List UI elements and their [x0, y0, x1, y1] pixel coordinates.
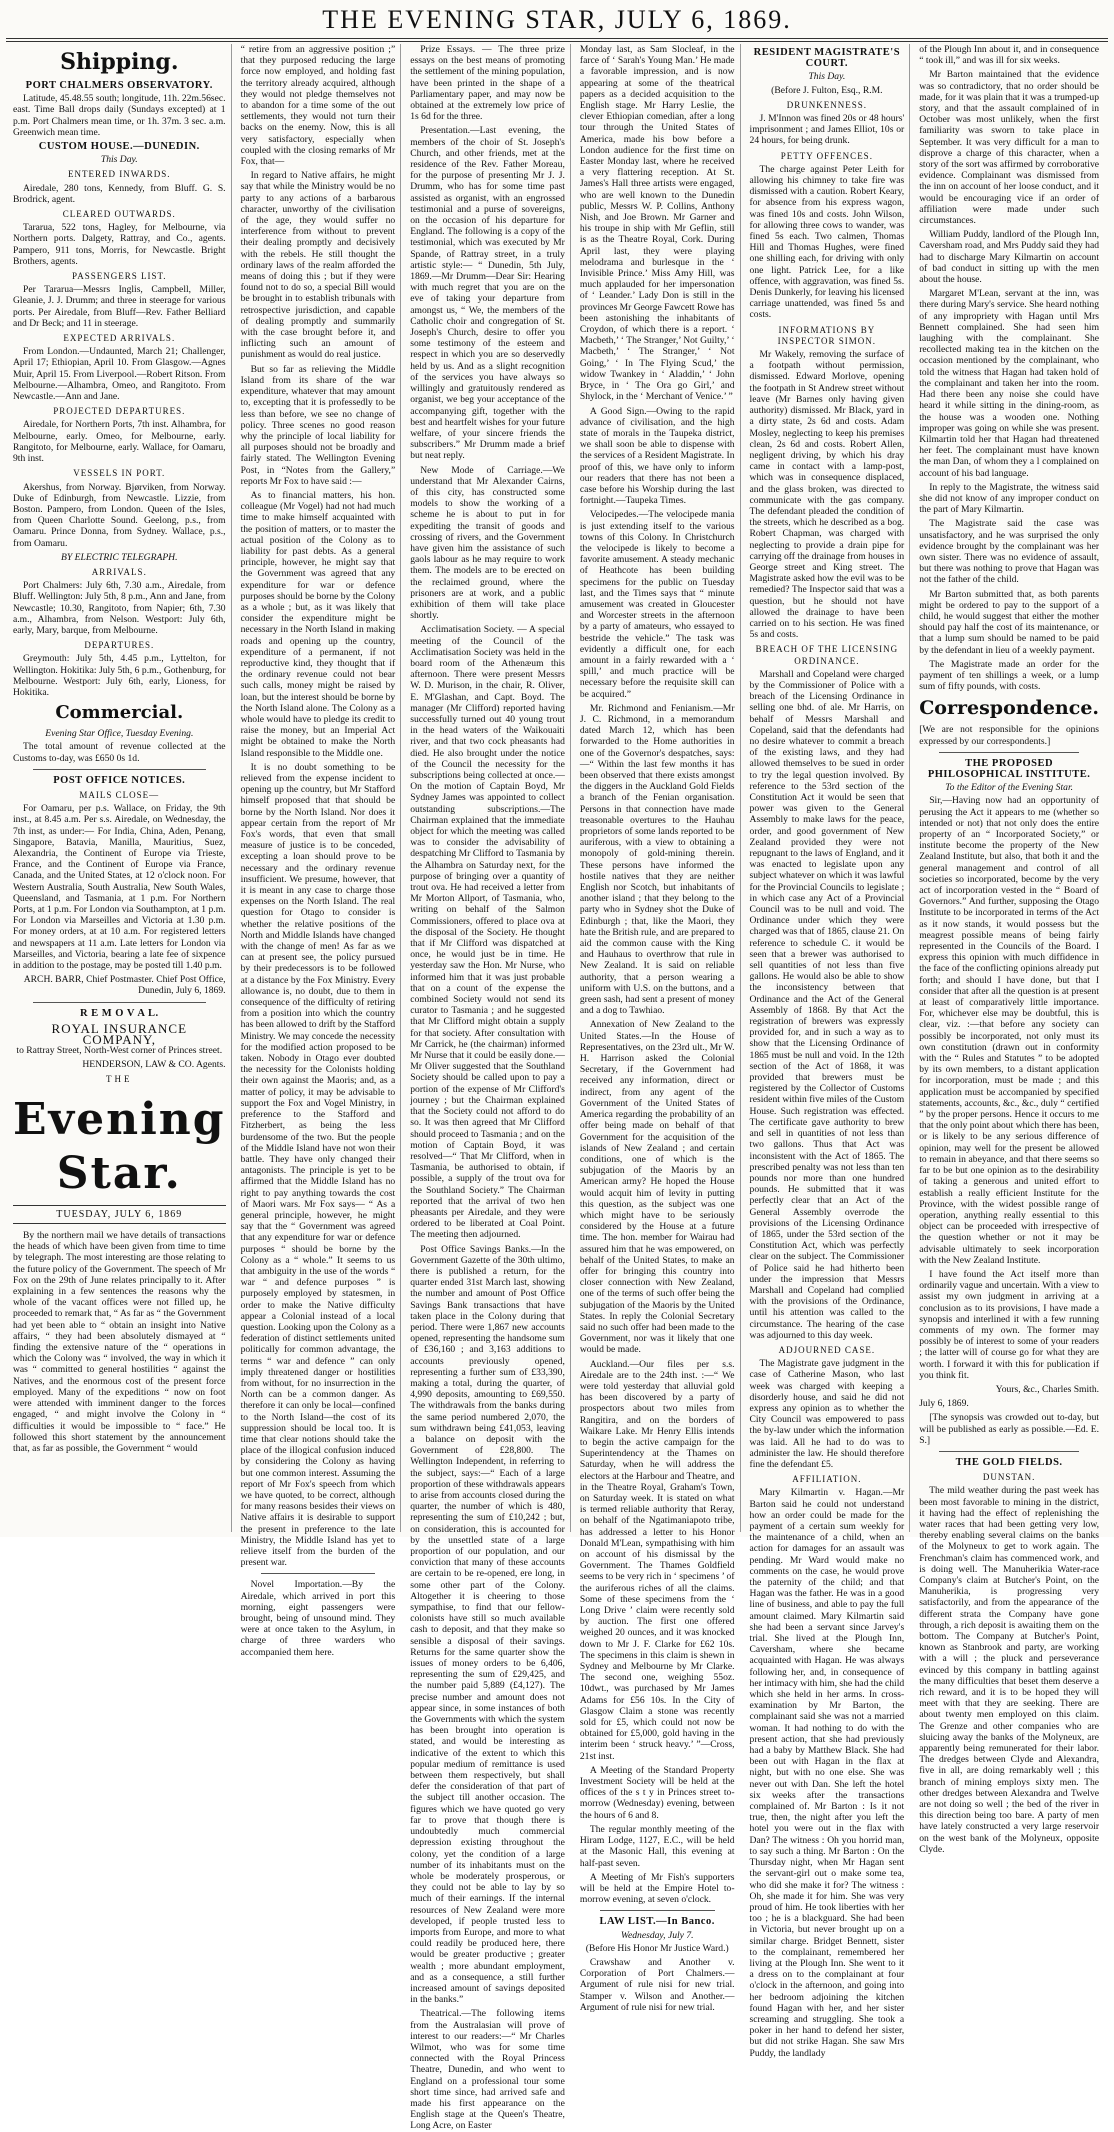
law-list-text: Crawshaw and Another v. Corporation of Port Chalmers.—Argument of rule nisi for new trial. Stamper v. Wilson and Another.—Argument of rule nisi for new trial.: [579, 1956, 735, 2013]
royal-insurance-text: to Rattray Street, North-West corner of Princes street.: [16, 1045, 223, 1057]
expected-arrivals-heading: EXPECTED ARRIVALS.: [63, 333, 176, 344]
article-text: of the Plough Inn about it, and in consequence “ took ill,” and was ill for six weeks.: [919, 44, 1100, 67]
cleared-outwards-heading: CLEARED OUTWARDS.: [62, 209, 176, 220]
article-text: Mr Barton maintained that the evidence was so contradictory, that no order should be made, for it was plain that it was a trumped-up story, and that the assault complained of in October was most unlikely, when the first familiarity was sworn to take place in September. It was very difficult for a man to disprove a charge of this character, when a story of the sort was affirmed by corroborative evidence. Complainant was dismissed from the inn on account of her loose conduct, and it would be encouraging vice if an order of affiliation were made under such circumstances.: [919, 69, 1100, 227]
drunkenness-text: J. M'Innon was fined 20s or 48 hours' imprisonment ; and James Elliot, 10s or 24 hours, for being drunk.: [749, 113, 905, 147]
this-day-label: This Day.: [100, 154, 138, 166]
post-office-text: For Oamaru, per p.s. Wallace, on Friday, the 9th inst., at 8.45 a.m. Per s.s. Airedale, on Wednesday, the 7th inst, as under:— For India, China, Aden, Penang, Singapore, Batavia, Manilla, Mauritius, Suez, Alexandria, the Continent of Europe via Trieste, France, and the Continent of Europe via France, Canada, and the United States, at 12 o'clock noon. For Western Australia, South Australia, New South Wales, Queensland, and Tasmania, at 1 p.m. For Northern Ports, at 1 p.m. For London via Southampton, at 1 p.m. For London via Marseilles and Victoria at 1.30 p.m. For money orders, at at 10 a.m. For registered letters and newspapers at 11 a.m. Late letters for London via Marseilles, and Victoria, bearing a late fee of sixpence in addition to the postage, may be posted till 1.40 p.m.: [13, 803, 226, 972]
column-1: [10, 44, 232, 1532]
philosophical-date: July 6, 1869.: [919, 1398, 969, 1410]
licensing-text: Marshall and Copeland were charged by the Commissioner of Police with a breach of the Licensing Ordinance in selling one bhd. of ale. Mr Harris, on behalf of Messrs Marshall and Copeland, said that the defendants had no desire whatever to commit a breach of the existing laws, and they had allowed themselves to be sued in order to try the legal question involved. By reference to the 53rd section of the Constitution Act it would be seen that power was given to the General Assembly to make laws for the peace, order, and good government of New Zealand provided they were not repugnant to the laws of England, and it was enacted to legislate upon any subject whatever on which it was lawful for the Provincial Councils to legislate ; in which case any Act of a Provincial Council was to be null and void. The Ordinance under which they were charged was that of 1865, clause 21. On reference to schedule C. it would be seen that a brewer was authorised to sell quantities of not less than five gallons. He would also be able to show the inconsistency between that Ordinance and the Act of the General Assembly of 1868. By that Act the registration of brewers was expressly provided for, and in such a way as to show that the Licensing Ordinance of 1865 must be null and void. In the 12th section of the Act of 1868, it was provided that brewers must be registered by the Collector of Customs resident within five miles of the Custom House. Such registration was effected. The certificate gave authority to brew and sell in quantities of not less than two gallons. Thus that Act was inconsistent with the Act of 1865. The prescribed penalty was not less than ten pounds nor more than one hundred pounds. He submitted that it was perfectly clear that an Act of the General Assembly overrode the provisions of the Licensing Ordinance of 1865, under the 53rd section of the Constitution Act, which was perfectly clear on the subject. The Commissioner of Police said he had hitherto been under the impression that Messrs Marshall and Copeland had complied with the provisions of the Ordinance, until his attention was called to the circumstance. The hearing of the case was adjourned to this day week.: [749, 668, 905, 1341]
article-text: Mr. Richmond and Fenianism.—Mr J. C. Richmond, in a memorandum dated March 12, which has been forwarded to the Home authorities in one of the Governor's despatches, says:—“ Within the last few months it has been observed that there exists amongst the diggers in the Auckland Gold Fields a branch of the Fenian organisation. Persons in that connection have made treasonable overtures to the Hauhau proprietors of some lands reported to be auriferous, with a view to obtaining a monopoly of gold-mining therein. These persons have informed the hostile natives that they are neither English nor Scotch, but inhabitants of another island ; that they belong to the party who in Sydney shot the Duke of Edinburgh ; that, like the Maori, they hate the British rule, and are prepared to aid the common cause with the King and Hauhaus to overthrow that rule in New Zealand. It is said on reliable authority, that a person wearing a uniform with U.S. on the buttons, and a green sash, had sent a present of money and a dog to Tawhiao.: [579, 702, 735, 1017]
article-text: Auckland.—Our files per s.s. Airedale are to the 24th inst. :—“ We were told yesterday that alluvial gold has been discovered by a party of prospectors about two miles from Rangitira, and on the borders of Waikare Lake. Mr Henry Ellis intends to begin the active campaign for the Superintendency at the Thames on Saturday, when he will address the electors at the Harbour and Theatre, and in the Theatre Royal, Graham's Town, on Saturday week. It is stated on what is termed reliable authority that Reray, on behalf of the Ngatimaniapoto tribe, has addressed a letter to his Honor Donald M'Lean, sympathising with him on account of his dismissal by the Government. The Thames Goldfield seems to be very rich in ‘ specimens ’ of the auriferous riches of all the claims. Some of these specimens from the ‘ Long Drive ’ claim were recently sold by auction. The first one offered weighed 20 ounces, and it was knocked down to Mr J. F. Clarke for £62 10s. The specimens in this claim is shewn in Sydney and Melbourne by Mr Clarke. The second one, weighing 55oz. 10dwt., was purchased by Mr James Adams for £56 10s. In the City of Glasgow Claim a stone was recently sold for £5, which could not now be obtained for £5,000, gold having in the interim been ‘ struck heavy.’ ”—Cross, 21st inst.: [579, 1358, 735, 1762]
projected-departures-heading: PROJECTED DEPARTURES.: [53, 406, 186, 417]
dunstan-heading: DUNSTAN.: [982, 1472, 1036, 1483]
law-list-heading: LAW LIST.—In Banco.: [599, 1916, 715, 1928]
article-text: But so far as relieving the Middle Island from its share of the war expenditure, whatever that may amount to, excepting that it is professedly to be less than before, we see no change of policy. Three scenes no good reason why the principle of local liability for all purposes should not be broadly and fairly stated. The Wellington Evening Post, in “Notes from the Gallery,” reports Mr Fox to have said :—: [240, 363, 396, 487]
custom-house-heading: CUSTOM HOUSE.—DUNEDIN.: [38, 141, 200, 153]
observatory-heading: PORT CHALMERS OBSERVATORY.: [25, 80, 213, 91]
projected-departures-text: Airedale, for Northern Ports, 7th inst. Alhambra, for Melbourne, early. Omeo, for Melbourne, early. Rangitoto, for Melbourne, early. Wallace, for Oamaru, 9th inst.: [13, 419, 226, 465]
article-text: Post Office Savings Banks.—In the Government Gazette of the 30th ultimo, there is published a return, for the quarter ended 31st March last, showing the number and amount of Post Office Savings Bank transactions that have taken place in the Colony during that period. There were 1,867 new accounts opened, representing the handsome sum of £36,160 ; and 3,163 additions to accounts previously opened, representing a further sum of £33,390, making a total, during the quarter, of 4,990 deposits, amounting to £69,550. The withdrawals from the banks during the same period numbered 2,070, the sum withdrawn being £41,053, leaving a balance on deposit with the Government of £28,800. The Wellington Independent, in referring to the subject, says:—“ Each of a large proportion of these withdrawals appears to arise from accounts closed during the quarter, the number of which is 480, representing the sum of £10,242 ; but, on consideration, this is accounted for by the unsettled state of a large proportion of our population, and our conviction that many of these accounts are certain to be re-opened, ere long, in some other part of the Colony. Altogether it is cheering to those sympathise, to find that our fellow-colonists have still so much available cash to deposit, and that they make so sensible a disposal of their savings. Returns for the same quarter show the issues of money orders to be 6,406, representing the sum of £29,425, and the number paid 5,889 (£4,127). The precise number and amount does not appear since, in some instances of both the Governments with which the system has been brought into operation is stated, and would be interesting as indicative of the extent to which this popular medium of remittance is used between them respectively, but shall defer the consideration of that part of the subject till another occasion. The figures which we have quoted go very far to prove that though there is undoubtedly much commercial depression existing throughout the colony, yet the condition of a large number of its inhabitants must on the whole be moderately prosperous, or they could not be able to lay by so much of their earnings. If the internal resources of New Zealand were more developed, if people trusted less to imports from Europe, and more to what could readily be produced here, there would be greater productive ; greater wealth ; more abundant employment, and as a consequence, a still further increased amount of savings deposited in the banks.”: [410, 1243, 565, 2006]
article-text: In regard to Native affairs, he might say that while the Ministry would be no party to any actions of a barbarous character, unworthy of the civilisation of the age, they would suffer no interference from without to prevent their dealing promptly and decisively with the rebels. He still thought the ordinary laws of the realm afforded the means of doing this ; but if they were found not to do so, a special Bill would be brought in to establish tribunals with retrospective jurisdiction, and capable of dealing promptly and summarily with the case brought before it, and inflicting such an amount of punishment as would do real justice.: [240, 170, 396, 361]
departures-text: Greymouth: July 5th, 4.45 p.m., Lyttelton, for Wellington. Hokitika: July 5th, 6 p.m., Gothenburg, for Melbourne. Westport: July 6th, early, Lioness, for Hokitika.: [13, 653, 226, 698]
mails-close-label: MAILS CLOSE—: [79, 789, 160, 800]
divider: [600, 1910, 715, 1911]
petty-offences-text: The charge against Peter Leith for allowing his chimney to take fire was dismissed with a caution. Robert Keary, for absence from his express wagon, was fined 10s and costs. John Wilson, for allowing three cows to wander, was fined 5s each. Two calmen, Thomas Hill and Thomas Hughes, were fined one shilling each, for driving with only one light. Patrick Lee, for a like offence, with aggravation, was fined 5s. Denis Dunkerly, for leaving his licensed carriage unattended, was fined 5s and costs.: [749, 163, 905, 321]
adjourned-case-text: The Magistrate gave judgment in the case of Catherine Mason, who last week was charged with keeping a disorderly house, and said he did not express any opinion as to whether the City Council was empowered to pass the by-law under which the information was laid. All he had to do was to administer the law. He should therefore fine the defendant £5.: [749, 1358, 905, 1470]
article-text: Novel Importation.—By the Airedale, which arrived in port this morning, eight passengers were brought, being of unsound mind. They were at once taken to the Asylum, in charge of three warders who accompanied them here.: [240, 1579, 396, 1658]
licensing-heading: BREACH OF THE LICENSING ORDINANCE.: [755, 644, 899, 666]
column-4: [577, 44, 741, 2013]
correspondence-disclaimer: [We are not responsible for the opinions expressed by our correspondents.]: [919, 724, 1100, 747]
article-text: Presentation.—Last evening, the members of the choir of St. Joseph's Church, and other friends, met at the residence of the Rev. Father Moreau, for the purpose of presenting Mr J. J. Drumm, who has for some time past assisted as organist, with an engrossed testimonial and a purse of sovereigns, on the occasion of his departure for England. The following is a copy of the testimonial, which was executed by Mr Spande, of Rattray street, in a truly artistic style:— “ Dunedin, 5th July, 1869.—Mr Drumm—Dear Sir: Hearing with much regret that you are on the eve of taking your departure from amongst us, “ We, the members of the Catholic choir and congregation of St. Joseph's Church, desire to offer you some testimony of the esteem and respect in which you are so deservedly held by us. And as a slight recognition of the services you have always so willingly and gratuitously rendered as organist, we beg your acceptance of the accompanying gift, together with the best and heartfelt wishes for your future welfare, of your sincere friends the subscribers.” Mr Drumm made a brief but neat reply.: [410, 125, 565, 462]
affiliation-heading: AFFILIATION.: [792, 1474, 862, 1485]
column-5: [747, 44, 911, 2059]
masthead-rule-top: [6, 38, 1108, 39]
petty-offences-heading: PETTY OFFENCES.: [780, 150, 873, 161]
article-text: William Puddy, landlord of the Plough Inn, Caversham road, and Mrs Puddy said they had had to discharge Mary Kilmartin on account of bad conduct in sitting up with the men about the house.: [919, 229, 1100, 286]
evening-star-title: Evening Star.: [13, 1093, 226, 1199]
article-text: New Mode of Carriage.—We understand that Mr Alexander Cairns, of this city, has constructed some models to show the working of a scheme he is about to put in for expediting the transit of goods and crossing of rivers, and the Government have given him the assistance of such gaols labour as he may require to work them. The models are to be erected on the reclaimed ground, where the prisoners are at work, and a public exhibition of them will take place shortly.: [410, 464, 565, 622]
article-text: Annexation of New Zealand to the United States.—In the House of Representatives, on the 23rd ult., Mr W. H. Harrison asked the Colonial Secretary, if the Government had received any information, direct or indirect, from any agent of the Government of the United States of America regarding the probability of an offer being made on behalf of that Government for the acquisition of the islands of New Zealand ; and certain conditions, one of which is the subjugation of the Maoris by an American army? He hoped the House would acquit him of levity in putting this question, as the subject was one which might have to be seriously considered by the House at a future time. The hon. member for Wairau had assured him that he was empowered, on behalf of the United States, to make an offer for bringing this country into closer connection with New Zealand, one of the terms of such offer being the subjugation of the Maoris by the United States. In reply the Colonial Secretary said no such offer had been made to the Government, nor was it likely that one would be made.: [579, 1019, 735, 1356]
shipping-heading: Shipping.: [60, 49, 179, 75]
divider: [261, 1573, 376, 1574]
adjourned-case-heading: ADJOURNED CASE.: [778, 1344, 876, 1355]
philosophical-text: I have found the Act itself more than ordinarily vague and uncertain. With a view to assist my own judgment in arriving at a conclusion as to its provisions, I have made a synopsis and interlined it with a few running comments of my own. The former may possibly be of interest to some of your readers ; the latter will of course go for what they are worth. I forward it with this for publication if you think fit.: [919, 1268, 1100, 1381]
arrivals-text: Port Chalmers: July 6th, 7.30 a.m., Airedale, from Bluff. Wellington: July 5th, 8 p.m., Ann and Jane, from Newcastle; 10.30, Rangitoto, from Napier; 6th, 7.30 a.m., Alhambra, from Nelson. Westport: July 6th, early, Mary, barque, from Melbourne.: [13, 580, 226, 636]
dunstan-text: The mild weather during the past week has been most favorable to mining in the district, it having had the effect of replenishing the water races that had been getting very low, thereby enabling several claims on the banks of the Molyneux to get to work again. The Frenchman's claim has commenced work, and is doing well. The Manuherikia Water-race Company's claim at Butcher's Point, on the Manuherikia, is progressing very satisfactorily, and from the appearance of the different strata the Company have gone through, a rich deposit is awaiting them on the bottom. The Company at Butcher's Point, known as Stanbrook and party, are working with a will ; the pluck and perseverance evinced by this company in battling against the many difficulties that beset them deserve a rich reward, and it is to be hoped they will meet with that they are seeking. There are about twenty men employed on this claim. The Grenze and other companies who are sluicing away the banks of the Molyneux, are apparently being remunerated for their labor. The dredges between Clyde and Alexandra, five in all, are doing remarkably well ; this branch of mining employs sixty men. The other dredges between Alexandra and Twelve are not doing so well ; the bed of the river in this direction being too bare. A party of men have lately constructed a very large reservoir on the west bank of the Molyneux, opposite Clyde.: [919, 1485, 1100, 1855]
observatory-text: Latitude, 45.48.55 south; longitude, 11h. 22m.56sec. east. Time Ball drops daily (Sundays excepted) at 1 p.m. Port Chalmers mean time, or 1h. 37m. 3 sec. a.m. Greenwich mean time.: [13, 93, 226, 138]
arrivals-heading: ARRIVALS.: [91, 566, 147, 577]
informations-text: Mr Wakely, removing the surface of a footpath without permission, dismissed. Edward Morlove, opening the footpath in St Andrew street without leave (Mr Barnes only having given authority) dismissed. Mr Black, yard in a dirty state, 2s 6d and costs. Adam Mosley, neglecting to keep his premises clean, 2s 6d and costs. Robert Allen, negligent driving, by which his dray came in contact with a lamp-post, which was in consequence displaced, and the glass broken, was directed to communicate with the gas company. The defendant pleaded the condition of the streets, which he described as a bog. Robert Chapman, was charged with neglecting to provide a drain pipe for carrying off the drainage from houses in George street and King street. The Magistrate asked how the evil was to be remedied? The Inspector said that was a question, but he should not have allowed the drainage to have been carried on to his section. He was fined 5s and costs.: [749, 349, 905, 641]
commercial-text: The total amount of revenue collected at the Customs to-day, was £650 0s 1d.: [13, 741, 226, 764]
law-list-judge: (Before His Honor Mr Justice Ward.): [585, 1942, 729, 1954]
gold-fields-heading: THE GOLD FIELDS.: [955, 1456, 1063, 1468]
article-text: Acclimatisation Society. — A special meeting of the Council of the Acclimatisation Society was held in the board room of the Athenæum this afternoon. There were present Messrs W. D. Murison, in the chair, R. Oliver, E. M'Glashan, and Capt. Boyd. The manager (Mr Clifford) reported having successfully turned out 40 young trout in the head waters of the Waikouaiti river, and that two cock pheasants had died. He also brought under the notice of the Council the necessity for the subscriptions being collected at once.—On the motion of Captain Boyd, Mr Sydney James was appointed to collect outstanding subscriptions.—The Chairman explained that the immediate object for which the meeting was called was to consider the advisability of despatching Mr Clifford to Tasmania by the Alhambra on Saturday next, for the purpose of bringing over a quantity of trout ova. He had received a letter from Mr Morton Allport, of Tasmania, who, writing on behalf of the Salmon Commissioners, offered to place ova at the disposal of the Society. He thought that if Mr Clifford was dispatched at once, he would just be in time. He yesterday saw the Hon. Mr Nurse, who informed him that it was just probable that on a count of the expense the combined Society would not send its curator to Tasmania ; and he suggested that Mr Clifford might obtain a supply for that society. After consultation with Mr Carrick, he (the chairman) informed Mr Nurse that it could be easily done.—Mr Oliver suggested that the Southland Society should be called upon to pay a portion of the expense of Mr Clifford's journey ; but the Chairman explained that the Society could not afford to do so. It was then agreed that Mr Clifford should proceed to Tasmania ; and on the motion of Captain Boyd, it was resolved—“ That Mr Clifford, when in Tasmania, be authorised to obtain, if possible, a supply of the trout ova for the Southland Society.” The Chairman reported that the arrival of two hen pheasants per Airedale, and they were ordered to be liberated at Coal Point. The meeting then adjourned.: [410, 624, 565, 1241]
philosophical-note: [The synopsis was crowded out to-day, but will be published as early as possible.—Ed. E. S.]: [919, 1412, 1100, 1446]
law-list-day: Wednesday, July 7.: [620, 1929, 694, 1941]
removal-heading: R E M O V A L.: [79, 1007, 159, 1019]
article-text: A Good Sign.—Owing to the rapid advance of civilisation, and the high state of morals in the Taupeka district, we shall soon be able to dispense with the services of a Resident Magistrate. In proof of this, we have only to inform our readers that there has not been a case before his Worship during the last fortnight.—Taupeka Times.: [579, 405, 735, 507]
article-text: As to financial matters, his hon. colleague (Mr Vogel) had not had much time to make himself acquainted with the position of matters, or to master the actual position of the Colony as to liability for past debts. As a general principle, however, he might say that the Government was agreed that any expenditure for war or defence purposes should be borne by the Colony as a whole ; but, as it was likely that consider the expenditure might be necessary in the North Island in making roads and opening up the country, expenditure of a permanent, if not reproductive kind, they thought that if the ordinary revenue could not bear such calls, money might be raised by loan, but the interest should be borne by the North Island alone. The Colony as a whole would have to pledge its credit to raise the money, but an Imperial Act might be obtained to make the North Island responsible to the Middle one.: [240, 489, 396, 759]
drunkenness-heading: DRUNKENNESS.: [786, 99, 867, 110]
passengers-heading: PASSENGERS LIST.: [72, 271, 167, 282]
masthead-rule-bottom: [6, 41, 1108, 42]
article-text: The regular monthly meeting of the Hiram Lodge, 1127, E.C., will be held at the Masonic Hall, this evening at half-past seven.: [579, 1823, 735, 1869]
royal-insurance-heading: ROYAL INSURANCE COMPANY,: [51, 1020, 188, 1048]
royal-insurance-agents: HENDERSON, LAW & CO. Agents.: [82, 1059, 226, 1071]
article-text: “ retire from an aggressive position ;” that they purposed reducing the large force now employed, and holding fast the territory already acquired, although they would not pledge themselves not to abandon for a time some of the out settlements, they would not turn their backs on the enemy. Now, this is all very satisfactory, especially when coupled with the closing remarks of Mr Fox, that—: [240, 44, 396, 168]
informations-heading: INFORMATIONS BY INSPECTOR SIMON.: [777, 324, 877, 346]
rm-court-heading: RESIDENT MAGISTRATE'S COURT.: [753, 47, 901, 70]
article-text: Mr Barton submitted that, as both parents might be ordered to pay to the support of a child, he would suggest that either the mother should pay half the cost of its maintenance, or that a lump sum should be named to be paid by the defendant in lieu of a weekly payment.: [919, 588, 1100, 656]
cleared-outwards-text: Tararua, 522 tons, Hagley, for Melbourne, via Northern ports. Dalgety, Rattray, and Co., agents. Pampero, 911 tons, Morris, for Newcastle. Bright Brothers, agents.: [13, 222, 226, 267]
correspondence-heading: Correspondence.: [919, 697, 1100, 720]
article-text: In reply to the Magistrate, the witness said she did not know of any improper conduct on the part of Mary Kilmartin.: [919, 481, 1100, 516]
leader-text: By the northern mail we have details of transactions the heads of which have been given from time to time by telegraph. The most interesting are those relating to the future policy of the Government. The speech of Mr Fox on the 29th of June relates principally to it. After explaining in a few sentences the reasons why the whole of the vacant offices were not filled up, he proceeded to remark that, “ As far as “ the Government had yet been able to “ obtain an insight into Native affairs, “ they had been absolutely dismayed at “ finding the extensive nature of the “ operations in which the Colony was “ involved, the way in which it was “ committed to general hostilities “ against the Natives, and the enormous cost of the present force employed. Many of the expeditions “ now on foot were attended with imminent danger to the forces engaged, “ and might involve the Colony in “ difficulties it would be impossible to “ face.” He followed this short statement by the announcement that, as far as possible, the Government “ would: [13, 1230, 226, 1454]
article-text: Monday last, as Sam Slocleaf, in the farce of ‘ Sarah's Young Man.’ He made a favorable impression, and is now appearing at some of the theatrical papers as a decided acquisition to the English stage. Mr Harry Leslie, the clever Ethiopian comedian, after a long tour through the United States of America, made his bow before a London audience for the first time on Easter Monday last, where he received a very flattering reception. At St. James's Hall three artists were engaged, who are well known to the Dunedin public, Messrs W. P. Collins, Anthony Nish, and Joe Brown. Mr Garner and his troupe in ship with Mr Geflin, still is as the Theatre Royal, Cork. During April last, they were playing melodrama and burlesque in the ‘ Invisible Prince.’ Miss Amy Hill, was much applauded for her impersonation of ‘ Leander.’ Lady Don is still in the provinces Mr George Fawcett Rowe has been astonishing the inhabitants of Croydon, of which there is a report. ‘ Macbeth,’ ‘ The Stranger,’ Not Guilty,’ ‘ Macbeth,’ ‘ The Stranger,’ ‘ Not Going,’ ‘ In The Flying Scud,’ the widow Twankey in ‘ Aladdin,’ ‘ John Bryce, in ‘ The Ora go Girl,’ and Shylock, in the ‘ Merchant of Venice.’ ”: [579, 44, 735, 403]
philosophical-heading: THE PROPOSED PHILOSOPHICAL INSTITUTE.: [927, 757, 1091, 780]
leader-date: TUESDAY, JULY 6, 1869: [13, 1205, 226, 1224]
article-text: A Meeting of Mr Fish's supporters will be held at the Empire Hotel to-morrow evening, at seven o'clock.: [579, 1871, 735, 1906]
telegraph-heading: BY ELECTRIC TELEGRAPH.: [61, 551, 178, 563]
article-text: It is no doubt something to be relieved from the expense incident to opening up the country, but Mr Stafford himself proposed that that should be borne by the North Island. Nor does it appear certain from the report of Mr Fox's words, that even that small measure of justice is to be conceded, excepting a loan should prove to be necessary and the ordinary revenue insufficient. We presume, however, that it is meant in any case to charge those expenses on the North Island. The real question for Otago to consider is whether the relative positions of the North and Middle Islands have changed with the change of men! As far as we can at present see, the policy pursued by their predecessors is to be followed at a distance by the Fox Ministry. Every allowance is, no doubt, due to them in consequence of the difficulty of retiring from a position into which the country has been allowed to drift by the Stafford Ministry. We may concede the necessity for the modified action proposed to be taken. Nobody in Otago ever doubted the necessity for the Colonists holding their own against the Maoris; and, as a matter of policy, it may be advisable to support the Fox and Vogel Ministry, in preference to the Stafford and Fitzherbert, as being the less burdensome of the two. But the people of the Middle Island have not won their battle. They have only changed their antagonists. The principle is yet to be affirmed that the Middle Island has no right to pay anything towards the cost of Maori wars. Mr Fox says— “ As a general principle, however, he might say that the “ Government was agreed that any expenditure for war or defence purposes “ should be borne by the Colony as a “ whole.” It seems to us that ambiguity in the use of the words “ war “ and defence purposes ” is purposely employed by statesmen, in order to make the Native difficulty appear a Colonial instead of a local question. Looking upon the Colony as a federation of distinct settlements united politically for common advantage, the terms “ war and defence ” can only imply threatened danger or hostilities from without, for no insurrection in the North can be a common danger. As therefore it can only be local—confined to the North Island—the cost of its suppression should be local too. It is time that clear notions should take the place of the illogical confusion induced by considering the Colony as having but one common interest. Assuming the report of Mr Fox's speech from which we have quoted, to be correct, although for many reasons besides their views on Native affairs it is desirable to support the present in preference to the late Ministry, the Middle Island has yet to relieve itself from the burden of the present war.: [240, 761, 396, 1569]
philosophical-text: Sir,—Having now had an opportunity of perusing the Act it appears to me (whether so intended or not) that not only does the entire property of an “ Incorporated Society,” or institute become the property of the New Zealand Institute, but also, that both it and the general management and control of all societies so incorporated, become by the very act of incorporation vested in the “ Board of Governors.” And further, supposing the Otago Institute to be incorporated in terms of the Act as it now stands, it would possess but the meagrest possible means of being fairly represented in the Councils of the Board. I express this opinion with much diffidence in the face of the conflicting opinions already put forth; and should I have done, but that I consider that after all the question is at present at least of comparatively little importance. For, whichever else may be doubtful, this is clear, viz. :—that before any society can possibly be incorporated, not only must its own constitution (drawn out in conformity with the “ Rules and Statutes ” to be adopted by its own members, to a distant application for incorporation, must be made ; and this application must be accompanied by specified statements, accounts, &c., &c., duly “ certified ” by the proper persons. Hence it occurs to me that the only point about which there has been, or is likely to be any serious difference of opinion, may well for the present be allowed to remain in abeyance, and that there seems so far to be but one opinion as to the desirability of taking a generous and united effort to establish a really efficient Institute for the Province, with the widest possible range of operation, anything really essential to this object can be proceeded with irrespective of the question whether or not it may be advisable ultimately to seek incorporation with the New Zealand Institute.: [919, 795, 1100, 1266]
rm-court-before: (Before J. Fulton, Esq., R.M.: [771, 84, 883, 96]
philosophical-signature: Yours, &c., Charles Smith.: [995, 1383, 1100, 1395]
commercial-office: Evening Star Office, Tuesday Evening.: [45, 728, 194, 740]
divider: [939, 752, 1079, 753]
columns: [10, 44, 1104, 2132]
masthead-title: THE EVENING STAR, JULY 6, 1869.: [322, 5, 792, 34]
post-office-heading: POST OFFICE NOTICES.: [53, 774, 186, 786]
entered-inwards-text: Airedale, 280 tons, Kennedy, from Bluff. G. S. Brodrick, agent.: [13, 182, 226, 205]
departures-heading: DEPARTURES.: [84, 640, 155, 651]
entered-inwards-heading: ENTERED INWARDS.: [68, 169, 171, 180]
expected-arrivals-text: From London.—Undaunted, March 21; Challenger, April 17; Ethiopian, April 10. From Glasgow.—Agnes Muir, April 15. From Liverpool.—Robert Ritson. From Melbourne.—Alhambra, Omeo, and Rangitoto. From Newcastle.—Ann and Jane.: [13, 346, 226, 403]
rm-court-day: This Day.: [808, 71, 846, 83]
article-text: Margaret M'Lean, servant at the inn, was there during Mary's service. She heard nothing of any impropriety with Hagan until Mrs Bennett complained. She had seen him laughing with the complainant. She recollected making tea in the kitchen on the occasion mentioned by the complainant, who told the witness that Hagan had taken hold of the complainant and taken her into the room. Had there been any noise she could have heard it while sitting in the dining-room, as the house was a wooden one. Nothing improper was going on while she was present. Kilmartin told her that Hagan had threatened her feet. The complainant must have known the man Dan, of whom they a l complained on account of his bad language.: [919, 288, 1100, 479]
post-office-signature: ARCH. BARR, Chief Postmaster. Chief Post Office, Dunedin, July 6, 1869.: [23, 974, 226, 997]
divider: [939, 1451, 1079, 1452]
article-text: A Meeting of the Standard Property Investment Society will be held at the offices of the s t y in Princes street to-morrow (Wednesday) evening, between the hours of 6 and 8.: [579, 1764, 735, 1821]
affiliation-text: Mary Kilmartin v. Hagan.—Mr Barton said he could not understand how an order could be made for the payment of a certain sum weekly for the maintenance of a child, when an action for damages for an assault was pending. Mr Ward would make no comments on the case, he would prove the paternity of the child; and that Hagan was the father. He was in a good line of business, and able to pay the full amount claimed. Mary Kilmartin said she had been a servant since Jarvey's trial. She lived at the Plough Inn, Caversham, where she became acquainted with Hagan. He was always following her, and, in consequence of her intimacy with him, she had the child which she held in her arms. In cross-examination by Mr Barton, the complainant said she was not a married woman. It had nothing to do with the present action, that she had previously had a baby by Matthew Black. She had been out with Hagan in the flax at night, but with no one else. She was never out with Dan. She left the hotel six weeks after the transactions complained of. Mr Barton : Is it not true, then, the night after you left the hotel you were out in the flax with Dan? The witness : Oh you horrid man, to say such a thing. Mr Barton : On the Thursday night, when Mr Hagan sent the servant-girl out o make some tea, who did she make it for? The witness : Oh, she made it for him. She was very proud of him. He took liberties with her too ; he is a blackguard. She had been in Victoria, but never brought up on a similar charge. Bridget Bennett, sister to the complainant, remembered her living at the Plough Inn. She went to it a dress on to the complainant at four o'clock in the afternoon, and going into her bedroom adjoining the kitchen found Hagan with her, and her sister screaming and struggling. She took a poker in her hand to defend her sister, but did not strike Hagan. She saw Mrs Puddy, the landlady: [749, 1487, 905, 2059]
column-6: [916, 44, 1104, 1855]
philosophical-to-editor: To the Editor of the Evening Star.: [945, 782, 1074, 794]
vessels-in-port-text: Akershus, from Norway. Bjørviken, from Norway. Duke of Edinburgh, from Newcastle. Lizzie, from Boston. Pampero, from London. Queen of the Isles, from Queen Charlotte Sound. Geelong, p.s., from Oamaru. Prince Donna, from Sydney. Wallace, p.s., from Oamaru.: [13, 481, 226, 549]
divider: [33, 769, 206, 770]
column-3: [407, 44, 571, 2132]
passengers-text: Per Tararua—Messrs Inglis, Campbell, Miller, Gleanie, J. J. Drumm; and three in steerage for various ports. Per Airedale, from Bluff—Rev. Father Belliard and Dr Beck; and 11 in steerage.: [13, 284, 226, 329]
article-text: Theatrical.—The following items from the Australasian will prove of interest to our readers:—“ Mr Charles Wilmot, who was for some time connected with the Royal Princess Theatre, Dunedin, and who went to England on a professional tour some short time since, had arrived safe and made his first appearance on the English stage at the Queen's Theatre, Long Acre, on Easter: [410, 2008, 565, 2132]
divider: [33, 1002, 206, 1003]
article-text: The Magistrate said the case was unsatisfactory, and he was surprised the only evidence brought by the complainant was her own sister. There was no evidence of assault, but there was nothing to prove that Hagan was not the father of the child.: [919, 518, 1100, 586]
article-text: Prize Essays. — The three prize essays on the best means of promoting the settlement of the mining population, have been printed in the shape of a Parliamentary paper, and may now be obtained at the extremely low price of 1s 6d for the three.: [410, 44, 565, 123]
commercial-heading: Commercial.: [55, 702, 184, 724]
the-label: THE: [106, 1073, 133, 1084]
article-text: Velocipedes.—The velocipede mania is just extending itself to the various towns of this Colony. In Christchurch the velocipede is likely to become a favorite amusement. A steady mechanic of Heathcote has been building specimens for the public on Tuesday last, and the Times says that “ minute amusement was created in Gloucester and Worcester streets in the afternoon by a party of amateurs, who essayed to bestride the vehicle.” The task was evidently a difficult one, for each amount in a fairly rewarded with a ‘ spill,’ and much practice will be necessary before the requisite skill can be acquired.”: [579, 509, 735, 700]
vessels-in-port-heading: VESSELS IN PORT.: [73, 468, 166, 479]
column-2: [238, 44, 402, 1658]
article-text: The Magistrate made an order for the payment of ten shillings a week, or a lump sum of fifty pounds, with costs.: [919, 658, 1100, 693]
